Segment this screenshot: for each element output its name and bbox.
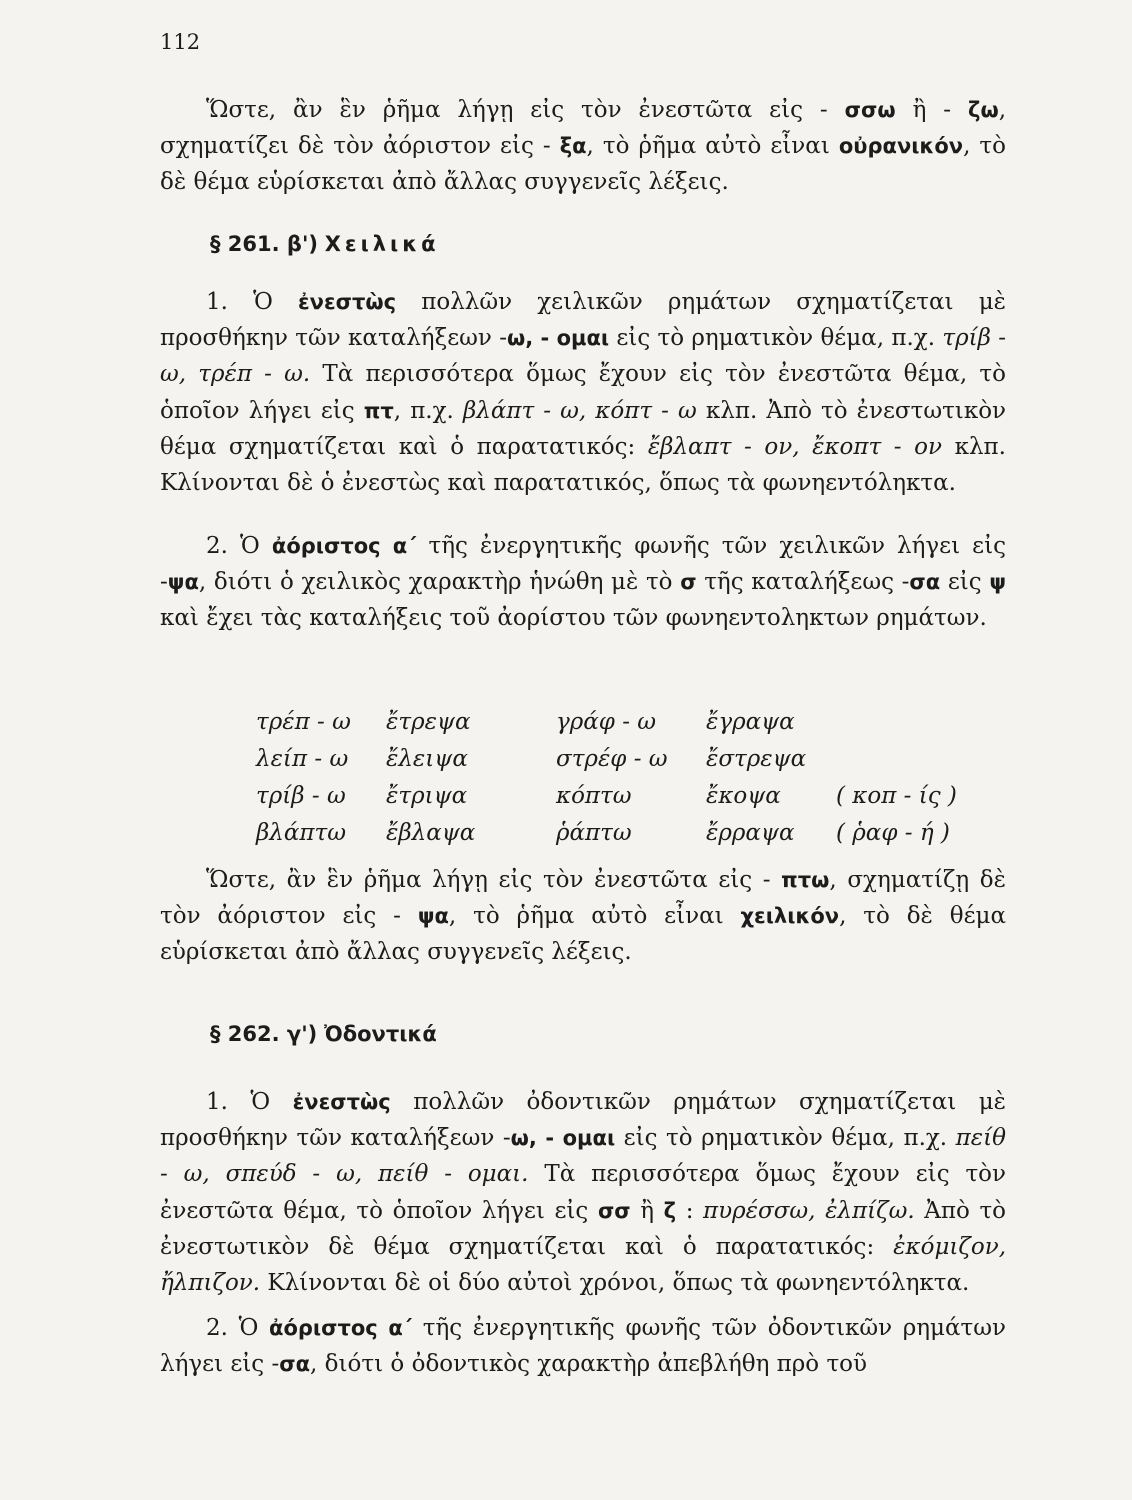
table-row <box>240 740 957 777</box>
page-number: 112 <box>160 30 201 54</box>
section-heading-262: § 262. γ') Ὀδοντικά <box>210 1022 437 1046</box>
table-cell <box>836 740 957 777</box>
table-row <box>240 703 957 740</box>
table-row <box>240 814 957 851</box>
paragraph-dental-aorist: 2. Ὁ ἀόριστος α΄ τῆς ἐνεργητικῆς φωνῆς τῶν ὀδοντικῶν ρημάτων λήγει εἰς -σα, διότι ὁ ὀδοντικὸς χαρακτὴρ ἀπεβλήθη πρὸ τοῦ <box>160 1315 1006 1378</box>
table-cell <box>836 703 957 740</box>
paragraph-labial-summary: Ὥστε, ἂν ἓν ῥῆμα λήγῃ εἰς τὸν ἐνεστῶτα εἰς - πτω, σχηματίζῃ δὲ τὸν ἀόριστον εἰς - ψα, τὸ ῥῆμα αὐτὸ εἶναι χειλικόν, τὸ δὲ θέμα εὑρίσκεται ἀπὸ ἄλλας συγγενεῖς λέξεις. <box>160 867 1006 966</box>
table-cell: ἔστρεψα <box>706 745 807 772</box>
table-cell: τρίβ - ω <box>256 782 346 809</box>
table-cell: ἔλειψα <box>386 745 468 772</box>
table-cell: γράφ - ω <box>556 708 657 735</box>
table-row <box>240 777 957 814</box>
table-cell: ἔτρεψα <box>386 708 471 735</box>
table-cell: ἔγραψα <box>706 708 795 735</box>
table-cell: ἔκοψα <box>706 782 781 809</box>
paragraph-labial-present: 1. Ὁ ἐνεστὼς πολλῶν χειλικῶν ρημάτων σχηματίζεται μὲ προσθήκην τῶν καταλήξεων -ω, - ομαι εἰς τὸ ρηματικὸν θέμα, π.χ. τρίβ - ω, τρέπ - ω. Τὰ περισσότερα ὅμως ἔχουν εἰς τὸν ἐνεστῶτα θέμα, τὸ ὁποῖον λήγει εἰς πτ, π.χ. βλάπτ - ω, κόπτ - ω κλπ. Ἀπὸ τὸ ἐνεστωτικὸν θέμα σχηματίζεται καὶ ὁ παρατατικός: ἔβλαπτ - ον, ἔκοπτ - ον κλπ. Κλίνονται δὲ ὁ ἐνεστὼς καὶ παρατατικός, ὅπως τὰ φωνηεντόληκτα. <box>160 289 1007 497</box>
table-cell: ἔτριψα <box>386 782 468 809</box>
table-cell: κόπτω <box>556 782 632 809</box>
table-cell: ἔβλαψα <box>386 819 476 846</box>
section-heading-261: § 261. β') Χειλικά <box>210 232 440 256</box>
paragraph-labial-aorist: 2. Ὁ ἀόριστος α΄ τῆς ἐνεργητικῆς φωνῆς τῶν χειλικῶν λήγει εἰς -ψα, διότι ὁ χειλικὸς χαρακτὴρ ἡνώθη μὲ τὸ σ τῆς καταλήξεως -σα εἰς ψ καὶ ἔχει τὰς καταλήξεις τοῦ ἀορίστου τῶν φωνηεντοληκτων ρημάτων. <box>160 533 1007 632</box>
table-cell: ( κοπ - ίς ) <box>836 782 957 809</box>
paragraph-ourania-summary: Ὥστε, ἂν ἓν ῥῆμα λήγῃ εἰς τὸν ἐνεστῶτα εἰς - σσω ἢ - ζω, σχηματίζει δὲ τὸν ἀόριστον εἰς - ξα, τὸ ῥῆμα αὐτὸ εἶναι οὐρανικόν, τὸ δὲ θέμα εὑρίσκεται ἀπὸ ἄλλας συγγενεῖς λέξεις. <box>160 97 1007 196</box>
table-cell: στρέφ - ω <box>556 745 668 772</box>
table-cell: λείπ - ω <box>256 745 349 772</box>
table-cell: ἔρραψα <box>706 819 795 846</box>
table-cell: βλάπτω <box>256 819 347 846</box>
verb-conjugation-table <box>240 703 957 851</box>
paragraph-dental-present: 1. Ὁ ἐνεστὼς πολλῶν ὀδοντικῶν ρημάτων σχηματίζεται μὲ προσθήκην τῶν καταλήξεων -ω, - ομαι εἰς τὸ ρηματικὸν θέμα, π.χ. πείθ - ω, σπεύδ - ω, πείθ - ομαι. Τὰ περισσότερα ὅμως ἔχουν εἰς τὸν ἐνεστῶτα θέμα, τὸ ὁποῖον λήγει εἰς σσ ἢ ζ : πυρέσσω, ἐλπίζω. Ἀπὸ τὸ ἐνεστωτικὸν δὲ θέμα σχηματίζεται καὶ ὁ παρατατικός: ἐκόμιζον, ἤλπιζον. Κλίνονται δὲ οἱ δύο αὐτοὶ χρόνοι, ὅπως τὰ φωνηεντόληκτα. <box>160 1089 1007 1297</box>
table-cell: τρέπ - ω <box>256 708 351 735</box>
table-cell: ῥάπτω <box>556 819 632 846</box>
table-cell: ( ῥαφ - ή ) <box>836 819 950 846</box>
